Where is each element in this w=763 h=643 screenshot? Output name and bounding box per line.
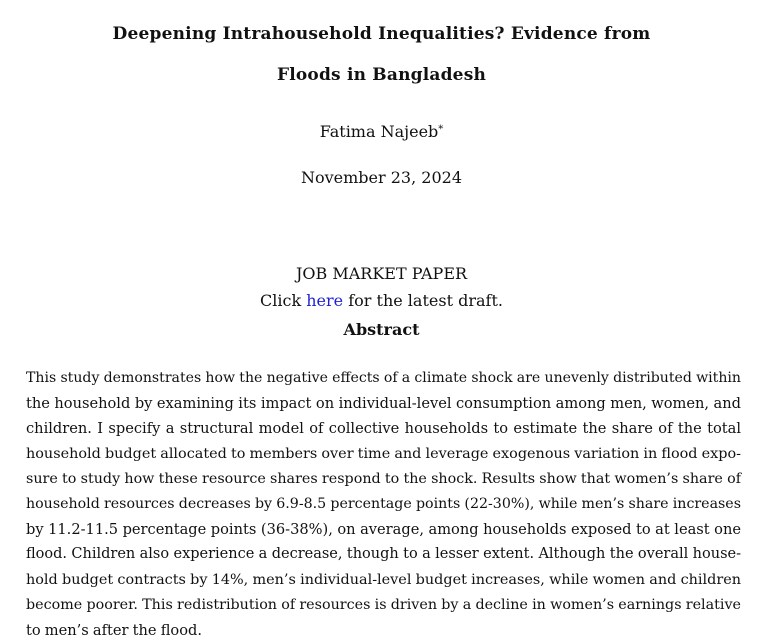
- author-line: [0, 122, 763, 142]
- abstract-line: by 11.2-11.5 percentage points (36-38%), on average, among households exposed to at least one: [26, 521, 741, 539]
- abstract-line: This study demonstrates how the negative effects of a climate shock are unevenly distributed within: [26, 370, 741, 386]
- abstract-line: hold budget contracts by 14%, men’s individual-level budget increases, while women and children: [26, 571, 741, 588]
- draft-suffix: for the latest draft.: [343, 291, 503, 310]
- abstract-line: the household by examining its impact on individual-level consumption among men, women, and: [26, 395, 741, 413]
- abstract-line: household budget allocated to members over time and leverage exogenous variation in flood expo-: [26, 445, 741, 462]
- draft-prefix: Click: [260, 291, 307, 310]
- abstract-line: flood. Children also experience a decrease, though to a lesser extent. Although the overall house-: [26, 546, 741, 563]
- latest-draft-line: [0, 291, 763, 311]
- paper-title-line-1: Deepening Intrahousehold Inequalities? Evidence from: [112, 24, 651, 44]
- paper-date: November 23, 2024: [300, 168, 462, 187]
- abstract-line: household resources decreases by 6.9-8.5 percentage points (22-30%), while men’s share increases: [26, 496, 741, 513]
- abstract-line: become poorer. This redistribution of resources is driven by a decline in women’s earnings relative: [26, 596, 741, 613]
- abstract-body: [26, 366, 741, 643]
- author-footnote-mark: *: [438, 124, 444, 135]
- paper-title-line-2: Floods in Bangladesh: [276, 65, 487, 85]
- abstract-line: sure to study how these resource shares respond to the shock. Results show that women’s share of: [26, 470, 741, 487]
- latest-draft-link[interactable]: here: [306, 291, 344, 310]
- job-market-paper-label: JOB MARKET PAPER: [295, 264, 468, 283]
- paper-title: [0, 14, 763, 96]
- abstract-line: to men’s after the flood.: [26, 622, 202, 640]
- author-name: Fatima Najeeb: [319, 122, 439, 141]
- abstract-heading: Abstract: [343, 320, 420, 339]
- abstract-line: children. I specify a structural model of collective households to estimate the share of the total: [26, 420, 741, 438]
